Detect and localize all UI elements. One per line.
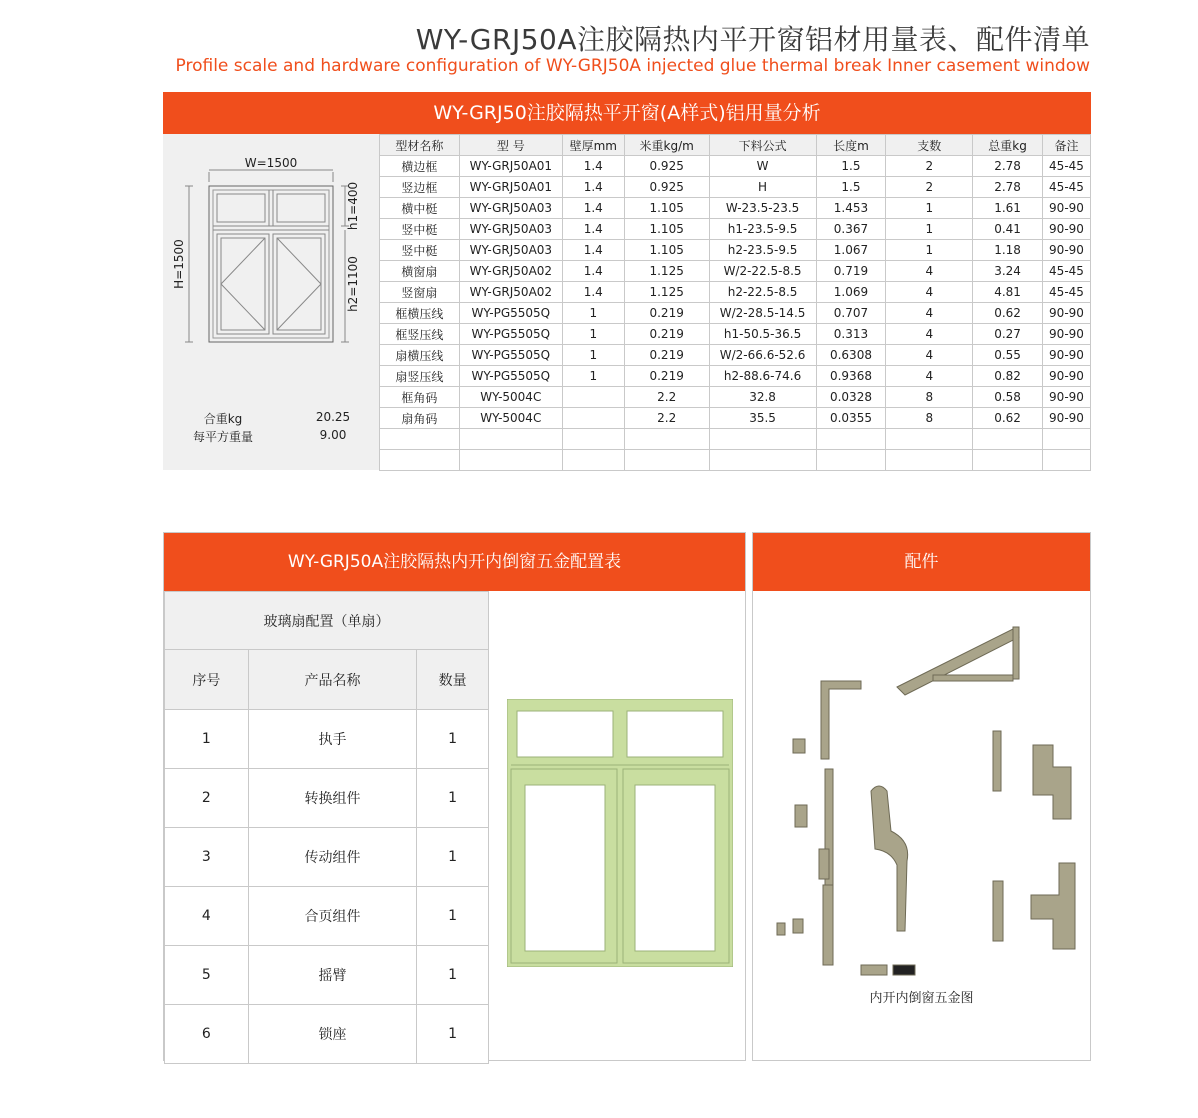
table-cell: 8	[886, 408, 973, 429]
hardware-panel-title: WY-GRJ50A注胶隔热内开内倒窗五金配置表	[164, 533, 745, 591]
table-cell: 1.18	[973, 240, 1043, 261]
table-row	[380, 450, 1091, 471]
table-cell: 0.707	[816, 303, 886, 324]
hardware-table-header	[165, 650, 489, 710]
table-row	[380, 408, 1091, 429]
window-diagram	[163, 134, 379, 364]
table-cell	[886, 429, 973, 450]
hardware-no: 5	[165, 946, 249, 1005]
hardware-table	[164, 591, 489, 1064]
table-cell: 1.5	[816, 177, 886, 198]
table-cell: 1	[886, 198, 973, 219]
table-cell: 4	[886, 345, 973, 366]
table-cell: 45-45	[1042, 282, 1090, 303]
hardware-no: 2	[165, 769, 249, 828]
weight-totals	[163, 410, 379, 446]
table-cell: 竖边框	[380, 177, 460, 198]
table-cell: 1.5	[816, 156, 886, 177]
hardware-qty: 1	[417, 828, 489, 887]
table-cell: 8	[886, 387, 973, 408]
total-weight-row	[163, 410, 379, 428]
hardware-qty: 1	[417, 1005, 489, 1064]
table-cell: 3.24	[973, 261, 1043, 282]
table-cell: 1.105	[624, 219, 709, 240]
table-cell: 0.219	[624, 366, 709, 387]
table-cell	[459, 429, 562, 450]
table-cell: 扇竖压线	[380, 366, 460, 387]
table-row	[380, 387, 1091, 408]
table-cell: 0.219	[624, 324, 709, 345]
table-cell: 35.5	[709, 408, 816, 429]
table-cell: 90-90	[1042, 198, 1090, 219]
table-cell	[973, 429, 1043, 450]
hardware-row	[165, 710, 489, 769]
table-cell: 0.925	[624, 177, 709, 198]
table-cell: 0.0355	[816, 408, 886, 429]
table-cell: WY-GRJ50A03	[459, 240, 562, 261]
table-cell: 0.27	[973, 324, 1043, 345]
table-row	[380, 261, 1091, 282]
table-cell: 2.2	[624, 387, 709, 408]
hardware-qty: 1	[417, 710, 489, 769]
table-row	[380, 303, 1091, 324]
weight-per-sqm-value: 9.00	[319, 428, 347, 442]
total-weight-label: 合重kg	[203, 412, 243, 426]
table-cell: 45-45	[1042, 177, 1090, 198]
hardware-row	[165, 946, 489, 1005]
table-cell: WY-PG5505Q	[459, 345, 562, 366]
hardware-row	[165, 1005, 489, 1064]
table-row	[380, 282, 1091, 303]
table-cell: h2-23.5-9.5	[709, 240, 816, 261]
table-cell: 框角码	[380, 387, 460, 408]
table-cell: 扇角码	[380, 408, 460, 429]
table-cell	[459, 450, 562, 471]
table-cell: 1.125	[624, 261, 709, 282]
table-cell: 竖中梃	[380, 240, 460, 261]
table-cell: WY-PG5505Q	[459, 324, 562, 345]
hardware-panel	[163, 532, 746, 1061]
table-row	[380, 429, 1091, 450]
hardware-qty: 1	[417, 887, 489, 946]
table-cell: h1-50.5-36.5	[709, 324, 816, 345]
table-cell: 0.313	[816, 324, 886, 345]
hardware-row	[165, 887, 489, 946]
table-cell: 1.453	[816, 198, 886, 219]
table-cell	[562, 387, 624, 408]
table-cell	[624, 429, 709, 450]
hardware-name: 合页组件	[248, 887, 416, 946]
table-cell: 竖窗扇	[380, 282, 460, 303]
table-row	[380, 198, 1091, 219]
table-cell: 0.6308	[816, 345, 886, 366]
table-cell: 4	[886, 303, 973, 324]
table-cell: WY-PG5505Q	[459, 366, 562, 387]
weight-per-sqm-row	[163, 428, 379, 446]
table-cell: 1	[886, 240, 973, 261]
table-row	[380, 240, 1091, 261]
table-row	[380, 156, 1091, 177]
table-cell: W	[709, 156, 816, 177]
table-cell	[562, 450, 624, 471]
hardware-no: 4	[165, 887, 249, 946]
table-cell: 1.4	[562, 282, 624, 303]
table-cell: 1	[562, 366, 624, 387]
table-cell	[816, 450, 886, 471]
table-cell: W/2-66.6-52.6	[709, 345, 816, 366]
table-cell: 45-45	[1042, 261, 1090, 282]
table-cell: 4.81	[973, 282, 1043, 303]
table-cell: 1.4	[562, 177, 624, 198]
column-header: 下料公式	[709, 135, 816, 156]
table-cell: 0.82	[973, 366, 1043, 387]
table-cell: 90-90	[1042, 387, 1090, 408]
table-row	[380, 345, 1091, 366]
table-cell: WY-GRJ50A03	[459, 219, 562, 240]
table-cell	[816, 429, 886, 450]
table-cell: WY-PG5505Q	[459, 303, 562, 324]
table-cell: 0.0328	[816, 387, 886, 408]
table-cell: 1.4	[562, 156, 624, 177]
hardware-row	[165, 769, 489, 828]
table-cell: 横中梃	[380, 198, 460, 219]
column-header: 型材名称	[380, 135, 460, 156]
table-cell	[1042, 429, 1090, 450]
table-cell: 1	[562, 324, 624, 345]
table-cell: 1.125	[624, 282, 709, 303]
column-header: 序号	[165, 650, 249, 710]
table-cell: 1.069	[816, 282, 886, 303]
table-cell: h2-88.6-74.6	[709, 366, 816, 387]
table-cell: 90-90	[1042, 345, 1090, 366]
table-cell: 2	[886, 156, 973, 177]
accessories-caption: 内开内倒窗五金图	[869, 991, 974, 1006]
table-cell: 框横压线	[380, 303, 460, 324]
table-cell: WY-GRJ50A01	[459, 177, 562, 198]
table-cell: 1	[886, 219, 973, 240]
table-cell: W-23.5-23.5	[709, 198, 816, 219]
table-cell	[709, 450, 816, 471]
column-header: 支数	[886, 135, 973, 156]
table-cell: 1.4	[562, 240, 624, 261]
table-row	[380, 219, 1091, 240]
table-cell: WY-GRJ50A02	[459, 282, 562, 303]
table-cell: 0.62	[973, 303, 1043, 324]
column-header: 数量	[417, 650, 489, 710]
table-cell: 0.41	[973, 219, 1043, 240]
table-cell: 横边框	[380, 156, 460, 177]
table-cell: 0.219	[624, 303, 709, 324]
aluminum-panel	[163, 92, 1091, 470]
diagram-height-label: H=1500	[172, 239, 186, 289]
table-cell: 2.78	[973, 177, 1043, 198]
hardware-name: 锁座	[248, 1005, 416, 1064]
table-cell: WY-5004C	[459, 387, 562, 408]
table-cell: 扇横压线	[380, 345, 460, 366]
hardware-no: 3	[165, 828, 249, 887]
hardware-qty: 1	[417, 769, 489, 828]
table-cell: 1.067	[816, 240, 886, 261]
page-subtitle: Profile scale and hardware configuration of WY-GRJ50A injected glue thermal break Inner casement window	[175, 56, 1090, 76]
hardware-no: 1	[165, 710, 249, 769]
column-header: 米重kg/m	[624, 135, 709, 156]
table-cell: 90-90	[1042, 219, 1090, 240]
window-diagram-area	[163, 134, 379, 470]
hardware-row	[165, 828, 489, 887]
column-header: 长度m	[816, 135, 886, 156]
total-weight-value: 20.25	[315, 410, 351, 424]
table-cell: 90-90	[1042, 303, 1090, 324]
table-cell: 90-90	[1042, 408, 1090, 429]
table-cell: h2-22.5-8.5	[709, 282, 816, 303]
table-cell: 90-90	[1042, 366, 1090, 387]
table-cell: 1	[562, 345, 624, 366]
table-cell: WY-5004C	[459, 408, 562, 429]
diagram-width-label: W=1500	[244, 156, 298, 170]
table-cell: H	[709, 177, 816, 198]
aluminum-table	[379, 134, 1091, 471]
table-cell: 4	[886, 282, 973, 303]
table-cell	[886, 450, 973, 471]
column-header: 型 号	[459, 135, 562, 156]
table-cell	[562, 408, 624, 429]
table-cell: 0.925	[624, 156, 709, 177]
column-header: 壁厚mm	[562, 135, 624, 156]
hardware-parts-image	[763, 619, 1083, 979]
config-row	[165, 592, 489, 650]
accessories-panel	[752, 532, 1091, 1061]
table-cell: 1.4	[562, 219, 624, 240]
table-cell: W/2-28.5-14.5	[709, 303, 816, 324]
table-cell: 框竖压线	[380, 324, 460, 345]
table-cell: 1	[562, 303, 624, 324]
table-cell: 45-45	[1042, 156, 1090, 177]
diagram-h1-label: h1=400	[346, 181, 360, 231]
aluminum-panel-title: WY-GRJ50注胶隔热平开窗(A样式)铝用量分析	[163, 92, 1091, 134]
table-cell: 1.105	[624, 240, 709, 261]
hardware-no: 6	[165, 1005, 249, 1064]
table-cell: WY-GRJ50A03	[459, 198, 562, 219]
column-header: 总重kg	[973, 135, 1043, 156]
table-cell: 0.719	[816, 261, 886, 282]
table-cell: 0.55	[973, 345, 1043, 366]
table-cell: 1.105	[624, 198, 709, 219]
window-illustration	[507, 699, 733, 967]
diagram-h2-label: h2=1100	[346, 256, 360, 312]
table-cell: 32.8	[709, 387, 816, 408]
table-cell: 1.61	[973, 198, 1043, 219]
table-cell: 2	[886, 177, 973, 198]
table-cell	[380, 429, 460, 450]
table-row	[380, 177, 1091, 198]
table-cell: 1.4	[562, 198, 624, 219]
table-cell: 0.62	[973, 408, 1043, 429]
table-cell: h1-23.5-9.5	[709, 219, 816, 240]
table-cell	[973, 450, 1043, 471]
table-cell	[380, 450, 460, 471]
table-cell: 4	[886, 324, 973, 345]
table-cell: 4	[886, 261, 973, 282]
table-row	[380, 366, 1091, 387]
aluminum-table-header	[380, 135, 1091, 156]
table-cell: 0.219	[624, 345, 709, 366]
page-title: WY-GRJ50A注胶隔热内平开窗铝材用量表、配件清单	[415, 23, 1090, 56]
table-cell: 4	[886, 366, 973, 387]
table-cell: 90-90	[1042, 240, 1090, 261]
table-cell	[624, 450, 709, 471]
table-cell: 横窗扇	[380, 261, 460, 282]
table-cell: 0.58	[973, 387, 1043, 408]
table-cell: WY-GRJ50A02	[459, 261, 562, 282]
table-cell: 2.78	[973, 156, 1043, 177]
table-cell	[1042, 450, 1090, 471]
column-header: 产品名称	[248, 650, 416, 710]
table-cell: 0.367	[816, 219, 886, 240]
table-cell: W/2-22.5-8.5	[709, 261, 816, 282]
table-cell: WY-GRJ50A01	[459, 156, 562, 177]
accessories-panel-title: 配件	[753, 533, 1090, 591]
table-cell: 竖中梃	[380, 219, 460, 240]
table-cell: 0.9368	[816, 366, 886, 387]
config-label: 玻璃扇配置（单扇）	[165, 592, 489, 650]
hardware-name: 执手	[248, 710, 416, 769]
table-cell: 2.2	[624, 408, 709, 429]
hardware-name: 传动组件	[248, 828, 416, 887]
hardware-name: 摇臂	[248, 946, 416, 1005]
column-header: 备注	[1042, 135, 1090, 156]
table-row	[380, 324, 1091, 345]
table-cell	[562, 429, 624, 450]
hardware-name: 转换组件	[248, 769, 416, 828]
table-cell	[709, 429, 816, 450]
hardware-qty: 1	[417, 946, 489, 1005]
weight-per-sqm-label: 每平方重量	[192, 430, 253, 444]
table-cell: 1.4	[562, 261, 624, 282]
table-cell: 90-90	[1042, 324, 1090, 345]
